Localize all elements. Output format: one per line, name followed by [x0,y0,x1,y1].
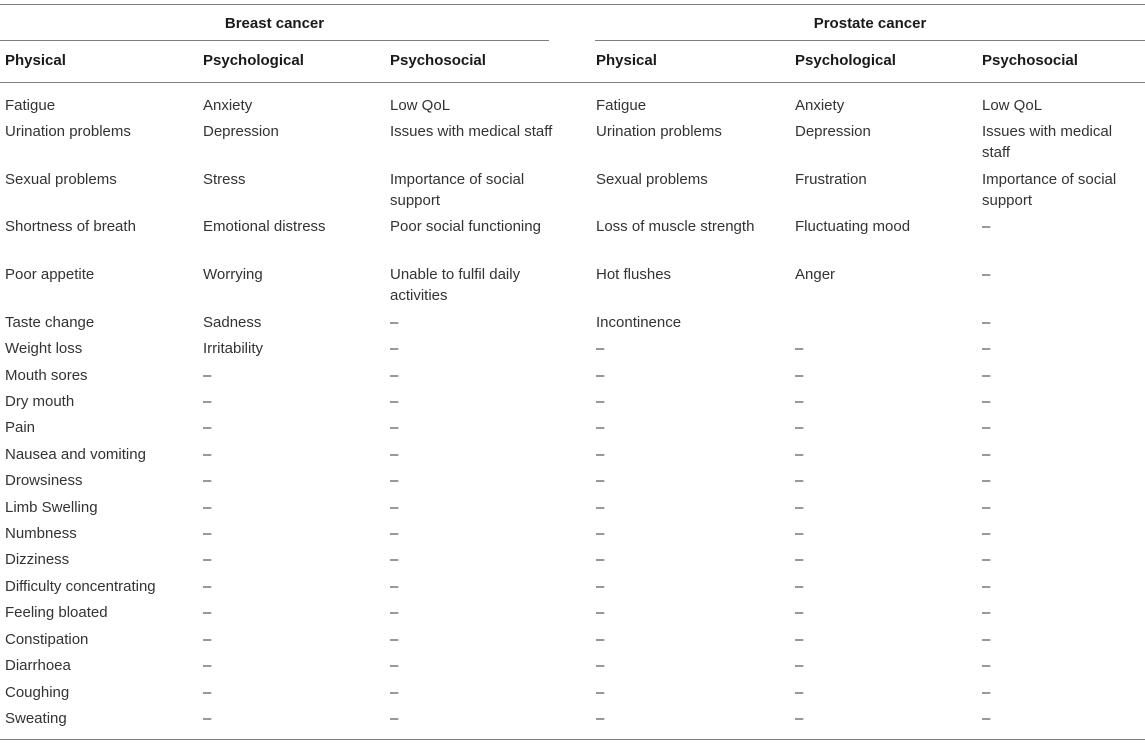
cell-prostate-psychological: Frustration [795,171,867,188]
cell-breast-physical: Limb Swelling [5,499,98,516]
cell-prostate-physical: Hot flushes [596,266,672,283]
cell-prostate-psychological: – [795,446,804,463]
cell-prostate-psychosocial: Importance of social support [982,171,1117,209]
cell-breast-psychological: – [203,525,212,542]
cell-breast-psychosocial: – [390,472,399,489]
cell-breast-psychological: – [203,657,212,674]
cell-breast-psychological: – [203,367,212,384]
cell-prostate-psychological: – [795,393,804,410]
cell-breast-psychosocial: – [390,578,399,595]
cell-prostate-psychological: Fluctuating mood [795,218,911,235]
cell-breast-psychosocial: – [390,631,399,648]
cell-prostate-physical: Incontinence [596,314,682,331]
col-header-breast-physical: Physical [5,52,66,69]
cell-breast-psychosocial: – [390,551,399,568]
col-header-prostate-psychological: Psychological [795,52,896,69]
cell-breast-psychosocial: Low QoL [390,97,451,114]
cell-breast-physical: Sexual problems [5,171,117,188]
cell-breast-psychological: – [203,499,212,516]
cell-breast-physical: Dizziness [5,551,70,568]
cell-breast-psychosocial: – [390,340,399,357]
cell-breast-psychosocial: – [390,446,399,463]
cell-prostate-physical: – [596,710,605,727]
cell-breast-psychological: – [203,710,212,727]
cell-breast-psychosocial: Unable to fulfil daily activities [390,266,521,304]
cell-prostate-physical: – [596,499,605,516]
cell-breast-psychological: Depression [203,123,279,140]
cell-breast-physical: Shortness of breath [5,218,136,235]
cell-prostate-psychological: – [795,340,804,357]
cell-prostate-psychosocial: – [982,657,991,674]
cell-breast-physical: Urination problems [5,123,131,140]
cell-breast-psychological: – [203,684,212,701]
cell-prostate-psychological: – [795,657,804,674]
cell-prostate-physical: – [596,393,605,410]
cell-prostate-physical: – [596,631,605,648]
cell-breast-physical: Mouth sores [5,367,88,384]
cell-prostate-psychological: – [795,631,804,648]
cell-prostate-psychological: – [795,472,804,489]
cell-breast-psychosocial: – [390,710,399,727]
cell-prostate-psychological: – [795,551,804,568]
cell-breast-physical: Poor appetite [5,266,95,283]
cell-prostate-physical: – [596,604,605,621]
cell-breast-psychological: Anxiety [203,97,253,114]
cell-breast-physical: Weight loss [5,340,83,357]
cell-breast-psychological: Stress [203,171,246,188]
cell-prostate-physical: Loss of muscle strength [596,218,755,235]
cell-breast-physical: Numbness [5,525,77,542]
cell-prostate-psychosocial: – [982,367,991,384]
cell-breast-psychosocial: – [390,657,399,674]
cell-prostate-psychosocial: – [982,684,991,701]
cell-prostate-psychological: Anxiety [795,97,845,114]
cell-breast-psychological: Sadness [203,314,262,331]
cell-breast-psychological: Emotional distress [203,218,326,235]
cell-prostate-psychosocial: – [982,340,991,357]
cell-prostate-physical: – [596,472,605,489]
cell-prostate-physical: – [596,578,605,595]
cell-prostate-psychosocial: – [982,314,991,331]
cell-breast-psychological: – [203,446,212,463]
cell-prostate-physical: Urination problems [596,123,722,140]
cell-breast-psychosocial: – [390,525,399,542]
cell-breast-physical: Coughing [5,684,70,701]
cell-breast-physical: Feeling bloated [5,604,108,621]
cell-breast-psychosocial: – [390,684,399,701]
cell-prostate-psychosocial: – [982,419,991,436]
cell-prostate-psychological: – [795,419,804,436]
cell-breast-psychological: – [203,419,212,436]
cell-breast-physical: Constipation [5,631,89,648]
cell-breast-physical: Dry mouth [5,393,75,410]
cell-prostate-psychosocial: – [982,499,991,516]
cell-prostate-psychosocial: – [982,266,991,283]
cell-breast-psychosocial: – [390,499,399,516]
cell-prostate-physical: – [596,551,605,568]
col-header-prostate-psychosocial: Psychosocial [982,52,1078,69]
cell-prostate-physical: – [596,419,605,436]
cell-prostate-psychological: Anger [795,266,836,283]
cell-breast-physical: Taste change [5,314,95,331]
cell-breast-psychological: – [203,472,212,489]
cell-breast-physical: Drowsiness [5,472,83,489]
cell-prostate-physical: Sexual problems [596,171,708,188]
cell-breast-physical: Fatigue [5,97,56,114]
cell-breast-physical: Sweating [5,710,67,727]
cell-breast-psychological: Irritability [203,340,264,357]
cell-breast-psychosocial: – [390,393,399,410]
cell-prostate-psychosocial: – [982,393,991,410]
cell-breast-psychosocial: – [390,314,399,331]
cell-prostate-psychosocial: Low QoL [982,97,1043,114]
cell-breast-psychosocial: – [390,367,399,384]
cell-prostate-physical: – [596,657,605,674]
cell-prostate-psychosocial: Issues with medical staff [982,123,1113,161]
cell-breast-physical: Difficulty concentrating [5,578,156,595]
cell-breast-psychological: Worrying [203,266,263,283]
cell-prostate-psychological: – [795,525,804,542]
cell-prostate-physical: – [596,446,605,463]
cell-prostate-psychological: – [795,684,804,701]
cell-prostate-psychosocial: – [982,631,991,648]
cell-prostate-physical: – [596,367,605,384]
cell-breast-psychological: – [203,578,212,595]
cell-breast-physical: Nausea and vomiting [5,446,146,463]
cell-prostate-psychosocial: – [982,551,991,568]
cell-breast-psychosocial: Importance of social support [390,171,525,209]
cell-breast-psychosocial: Issues with medical staff [390,123,553,140]
cell-breast-psychosocial: – [390,604,399,621]
cell-prostate-psychosocial: – [982,525,991,542]
cell-prostate-physical: – [596,684,605,701]
cell-prostate-psychological: – [795,604,804,621]
cell-breast-psychological: – [203,393,212,410]
cell-breast-psychosocial: Poor social functioning [390,218,541,235]
cell-prostate-psychosocial: – [982,604,991,621]
cell-prostate-psychosocial: – [982,710,991,727]
cell-breast-psychosocial: – [390,419,399,436]
col-header-breast-psychological: Psychological [203,52,304,69]
cell-breast-psychological: – [203,604,212,621]
cell-breast-psychological: – [203,631,212,648]
col-header-prostate-physical: Physical [596,52,657,69]
cell-prostate-physical: Fatigue [596,97,647,114]
cell-prostate-psychological: – [795,578,804,595]
cell-prostate-psychological: – [795,710,804,727]
cell-prostate-physical: – [596,340,605,357]
cell-prostate-psychosocial: – [982,446,991,463]
cell-breast-physical: Pain [5,419,36,436]
cell-prostate-physical: – [596,525,605,542]
cell-prostate-psychosocial: – [982,578,991,595]
cell-prostate-psychosocial: – [982,472,991,489]
cell-breast-physical: Diarrhoea [5,657,71,674]
cell-prostate-psychosocial: – [982,218,991,235]
col-header-breast-psychosocial: Psychosocial [390,52,486,69]
group-header-prostate-cancer: Prostate cancer [813,15,927,32]
cell-prostate-psychological: – [795,367,804,384]
cell-breast-psychological: – [203,551,212,568]
group-header-breast-cancer: Breast cancer [224,15,325,32]
cell-prostate-psychological: – [795,499,804,516]
cell-prostate-psychological: Depression [795,123,871,140]
